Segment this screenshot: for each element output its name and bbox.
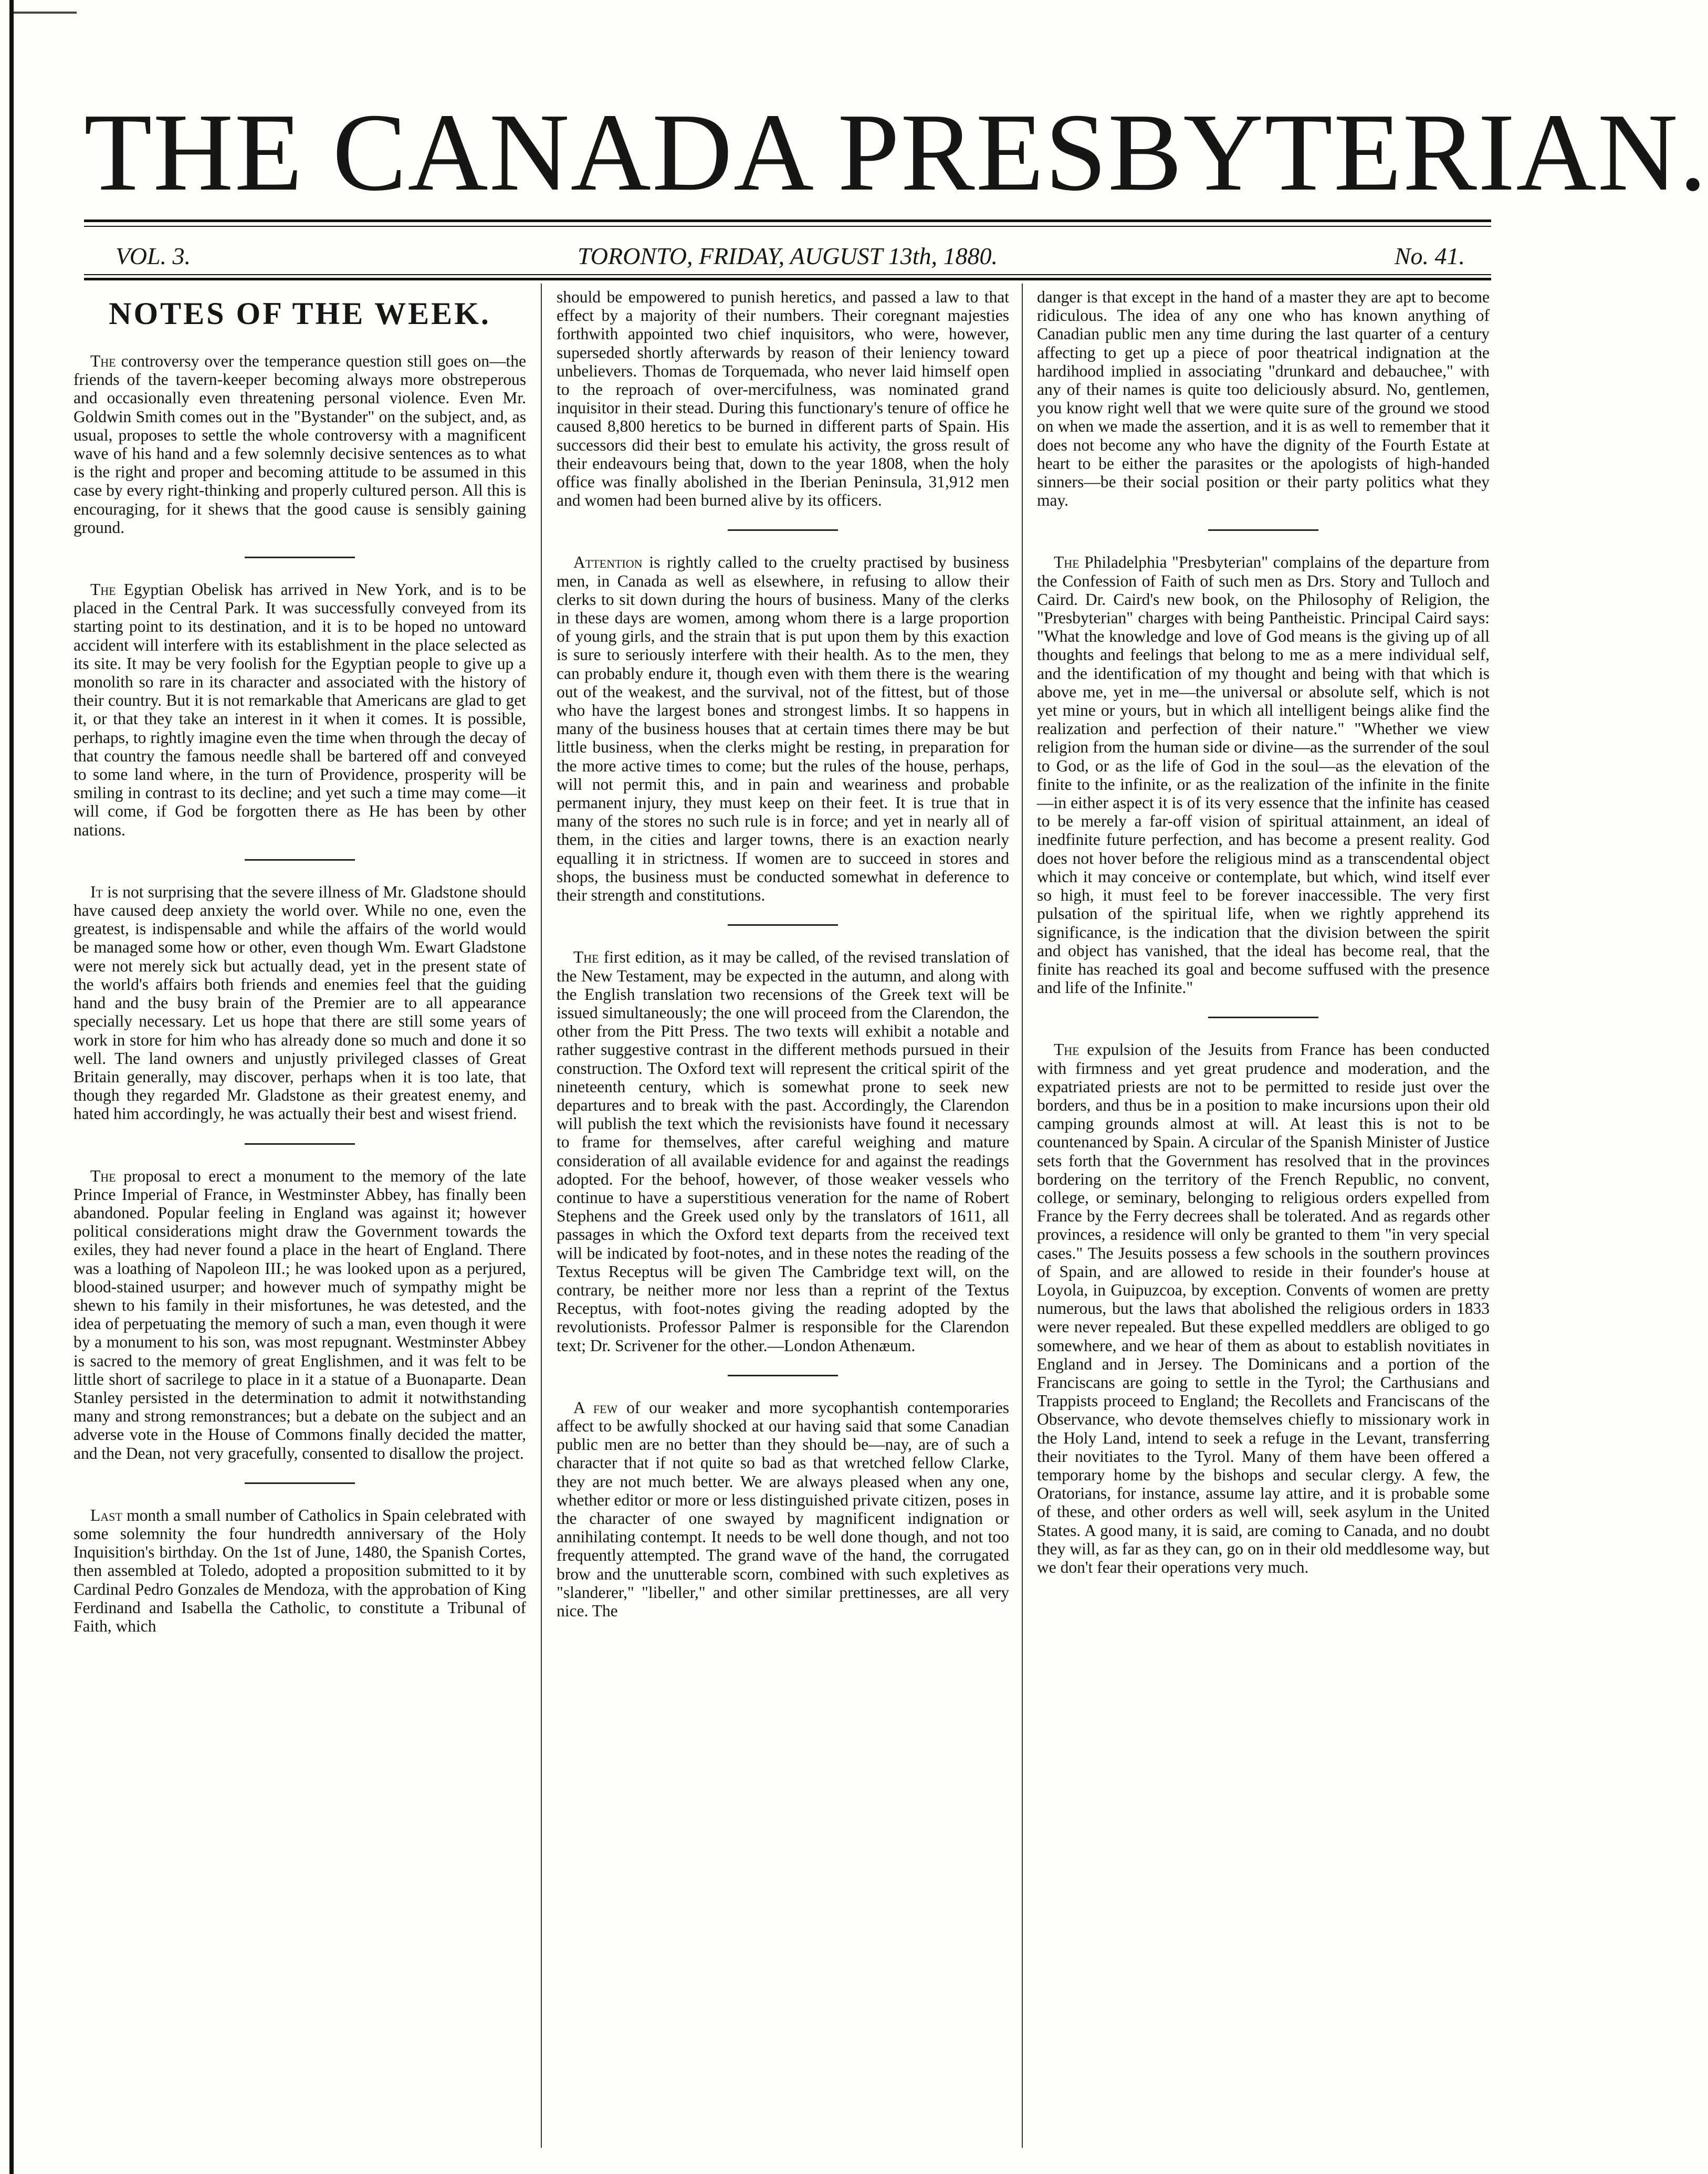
- article-text: expulsion of the Jesuits from France has been conducted with firmness and yet great prudence and moderation, and the expatriated priests are not to be permitted to reside just over the borders, and thus be in a position to make incursions upon their old camping grounds almost at will. At least this is not to be countenanced by Spain. A circular of the Spanish Minister of Justice sets forth that the Government has resolved that in the provinces bordering on the territory of the French Republic, no convent, college, or seminary, belonging to religious orders expelled from France by the Ferry decrees shall be tolerated. And as regards other provinces, a residence will only be granted to them "in very special cases." The Jesuits possess a few schools in the southern provinces of Spain, and are allowed to reside in their founder's house at Loyola, in Guipuzcoa, by exception. Convents of women are pretty numerous, but the laws that abolished the religious orders in 1833 were never repealed. But these expelled meddlers are obliged to go somewhere, and we hear of them as about to establish novitiates in England and in Jersey. The Dominicans and a portion of the Franciscans are going to settle in the Tyrol; the Carthusians and Trappists proceed to England; the Recollets and Franciscans of the Observance, who devote themselves chiefly to missionary work in the Holy Land, intend to seek a refuge in the Levant, transferring their novitiates to the Tyrol. Many of them have been offered a temporary home by the bishops and secular clergy. A few, the Oratorians, for instance, assume lay attire, and it is probable some of these, and other orders as well will, seek asylum in the United States. A good many, it is said, are coming to Canada, and no doubt they will, as far as they can, go on in their old meddlesome way, but we don't fear their operations very much.: [1037, 1040, 1490, 1576]
- article-paragraph: [1037, 553, 1490, 997]
- article-separator: [728, 1375, 838, 1376]
- dateline-rule-thick: [84, 278, 1491, 280]
- article-text: Egyptian Obelisk has arrived in New York, and is to be placed in the Central Park. It was successfully conveyed from its starting point to its destination, and it is to be hoped no untoward accident will interfere with its establishment in the place selected as its site. It may be very foolish for the Egyptian people to give up a monolith so rare in its character and associated with the history of their country. But it is not remarkable that Americans are glad to get it, or that they take an interest in it when it comes. It is possible, perhaps, to rightly imagine even the time when through the decay of that country the famous needle shall be bartered off and conveyed to some land where, in the turn of Providence, prosperity will be smiling in contrast to its decline; and yet such a time may come—it will come, if God be forgotten there as He has been by other nations.: [74, 580, 526, 839]
- article-lead: It: [90, 882, 103, 901]
- masthead-title: THE CANADA PRESBYTERIAN.: [84, 90, 1708, 214]
- column-2: [557, 288, 1009, 2147]
- article-separator: [245, 557, 355, 558]
- article-text: first edition, as it may be called, of the revised translation of the New Testament, may be expected in the autumn, and along with the English translation two recensions of the Greek text will be issued simultaneously; the one will proceed from the Clarendon, the other from the Pitt Press. The two texts will exhibit a notable and rather suggestive contrast in the different methods pursued in their construction. The Oxford text will represent the critical spirit of the nineteenth century, which is somewhat prone to seek new departures and to break with the past. Accordingly, the Clarendon will publish the text which the revisionists have found it necessary to frame for themselves, after careful weighing and mature consideration of all available evidence for and against the readings adopted. For the behoof, however, of those weaker vessels who continue to have a superstitious veneration for the name of Robert Stephens and the Greek used only by the translators of 1611, all passages in which the Oxford text departs from the received text will be indicated by foot-notes, and in these notes the reading of the Textus Receptus will be given The Cambridge text will, on the contrary, be neither more nor less than a reprint of the Textus Receptus, with foot-notes giving the reading adopted by the revolutionists. Professor Palmer is responsible for the Clarendon text; Dr. Scrivener for the other.—London Athenæum.: [557, 948, 1009, 1355]
- page-spine-edge: [9, 0, 14, 2174]
- article-separator: [1208, 529, 1318, 531]
- article-paragraph: [74, 352, 526, 537]
- article-paragraph: [74, 1506, 526, 1635]
- article-text: month a small number of Catholics in Spain celebrated with some solemnity the four hundredth anniversary of the Holy Inquisition's birthday. On the 1st of June, 1480, the Spanish Cortes, then assembled at Toledo, adopted a proposition submitted to it by Cardinal Pedro Gonzales de Mendoza, with the approbation of King Ferdinand and Isabella the Catholic, to constitute a Tribunal of Faith, which: [74, 1506, 526, 1635]
- article-text: is rightly called to the cruelty practised by business men, in Canada as well as elsewhere, in refusing to allow their clerks to sit down during the hours of business. Many of the clerks in these days are women, among whom there is a large proportion of young girls, and the strain that is put upon them by this exaction is sure to seriously interfere with their health. As to the men, they can probably endure it, though even with them there is the wearing out of the weakest, and the survival, not of the fittest, but of those who have the largest bones and strongest limbs. It so happens in many of the business houses that at certain times there may be but little business, when the clerks might be resting, in preparation for the more active times to come; but the rules of the house, perhaps, will not permit this, and in pain and weariness and probable permanent injury, they must keep on their feet. It is true that in many of the stores no such rule is in force; and yet in nearly all of them, in the cities and larger towns, there is an exaction nearly equalling it in strictness. If women are to succeed in stores and shops, the business must be conducted somewhat in deference to their strength and constitutions.: [557, 553, 1009, 905]
- article-lead: The: [90, 580, 116, 599]
- dateline: [116, 241, 1465, 272]
- article-separator: [1208, 1017, 1318, 1018]
- article-separator: [245, 1143, 355, 1145]
- article-text: proposal to erect a monument to the memory of the late Prince Imperial of France, in Westminster Abbey, has finally been abandoned. Popular feeling in England was against it; however political considerations might draw the Government towards the exiles, they had never found a place in the heart of England. There was a loathing of Napoleon III.; he was looked upon as a perjured, blood-stained usurper; and however much of sympathy might be shewn to his family in their misfortunes, he was detested, and the idea of perpetuating the memory of such a man, even though it were by a monument to his son, was most repugnant. Westminster Abbey is sacred to the memory of great Englishmen, and it was felt to be little short of sacrilege to place in it a statue of a Buonaparte. Dean Stanley persisted in the determination to admit it notwithstanding many and strong remonstrances; but a debate on the subject and an adverse vote in the House of Commons finally decided the matter, and the Dean, not very gracefully, consented to disallow the project.: [74, 1166, 526, 1462]
- column-1: [74, 288, 526, 2147]
- article-lead: Last: [90, 1506, 122, 1524]
- masthead-rule-top: [84, 220, 1491, 222]
- article-lead: The: [1054, 1040, 1080, 1059]
- issue-date: TORONTO, FRIDAY, AUGUST 13th, 1880.: [578, 243, 998, 269]
- article-continuation: should be empowered to punish heretics, and passed a law to that effect by a majority of their numbers. Their coregnant majesties forthwith appointed two chief inquisitors, who were, however, superseded shortly afterwards by reason of their leniency toward unbelievers. Thomas de Torquemada, who never laid himself open to the reproach of over-mercifulness, was nominated grand inquisitor in their stead. During this functionary's tenure of office he caused 8,800 heretics to be burned in different parts of Spain. His successors did their best to emulate his activity, the gross result of their endeavours being that, down to the year 1808, when the holy office was finally abolished in the Iberian Peninsula, 31,912 men and women had been burned alive by its officers.: [557, 288, 1009, 510]
- article-lead: The: [90, 1166, 116, 1185]
- volume-number: VOL. 3.: [116, 243, 191, 269]
- article-lead: The: [573, 948, 599, 967]
- article-separator: [728, 924, 838, 926]
- article-paragraph: [74, 580, 526, 839]
- article-separator: [245, 1482, 355, 1484]
- article-text: controversy over the temperance question still goes on—the friends of the tavern-keeper becoming always more obstreperous and occasionally even threatening personal violence. Even Mr. Goldwin Smith comes out in the "Bystander" on the subject, and, as usual, proposes to settle the whole controversy with a magnificent wave of his hand and a few solemnly decisive sentences as to what is the right and proper and becoming attitude to be assumed in this case by every right-thinking and properly cultured person. All this is encouraging, for it shews that the good cause is sensibly gaining ground.: [74, 352, 526, 537]
- article-text: of our weaker and more sycophantish contemporaries affect to be awfully shocked at our having said that some Canadian public men are no better than they should be—nay, are of such a character that if not quite so bad as that wretched fellow Clarke, they are not much better. We are always pleased when any one, whether editor or more or less distinguished private citizen, poses in the character of one swayed by magnificent indignation or annihilating contempt. It needs to be well done though, and not too frequently attempted. The grand wave of the hand, the corrugated brow and the unutterable scorn, combined with such expletives as "slanderer," "libeller," and other similar prettinesses, are all very nice. The: [557, 1398, 1009, 1620]
- column-divider-2: [1022, 284, 1023, 2148]
- column-divider-1: [541, 284, 542, 2148]
- issue-number: No. 41.: [1394, 243, 1465, 269]
- article-lead: The: [1054, 553, 1080, 572]
- article-paragraph: [1037, 1040, 1490, 1576]
- article-separator: [245, 859, 355, 861]
- article-lead: A few: [573, 1398, 618, 1417]
- article-paragraph: [74, 883, 526, 1123]
- dateline-rule-thin: [84, 274, 1491, 275]
- section-heading: NOTES OF THE WEEK.: [109, 296, 491, 331]
- article-separator: [728, 529, 838, 531]
- article-paragraph: [557, 1398, 1009, 1620]
- article-paragraph: [557, 553, 1009, 904]
- article-text: Philadelphia "Presbyterian" complains of the departure from the Confession of Faith of such men as Drs. Story and Tulloch and Caird. Dr. Caird's new book, on the Philosophy of Religion, the "Presbyterian" charges with being Pantheistic. Principal Caird says: "What the knowledge and love of God means is the giving up of all thoughts and feelings that belong to me as a mere individual self, and the identification of my thought and being with that which is above me, yet in me—the universal or absolute self, which is not yet mine or yours, but in which all intelligent beings alike find the realization and perfection of their nature." "Whether we view religion from the human side or divine—as the surrender of the soul to God, or as the life of God in the soul—as the elevation of the finite to the infinite, or as the realization of the infinite in the finite—in either aspect it is of its very essence that the infinite has ceased to be merely a far-off vision of spiritual attainment, an ideal of inedfinite future perfection, and has become a present reality. God does not hover before the religious mind as a transcendental object which it may conceive or contemplate, but which, wind itself ever so high, it must feel to be forever inaccessible. The very first pulsation of the spiritual life, when we rightly apprehend its significance, is the indication that the division between the spirit and object has vanished, that the ideal has become real, that the finite has reached its goal and become suffused with the presence and life of the Infinite.": [1037, 553, 1490, 997]
- article-text: is not surprising that the severe illness of Mr. Gladstone should have caused deep anxiety the world over. While no one, even the greatest, is indispensable and while the affairs of the world would be managed some how or other, even though Wm. Ewart Gladstone were not merely sick but actually dead, yet in the present state of the world's affairs both friends and enemies feel that the guiding hand and the busy brain of the Premier are to all appearance specially necessary. Let us hope that there are still some years of work in store for him who has already done so much and done it so well. The land owners and unjustly privileged classes of Great Britain generally, may discover, perhaps when it is too late, that though they regarded Mr. Gladstone as their greatest enemy, and hated him accordingly, he was actually their best and wisest friend.: [74, 882, 526, 1123]
- article-lead: The: [90, 352, 116, 370]
- article-lead: Attention: [573, 553, 643, 572]
- article-paragraph: [74, 1167, 526, 1462]
- masthead-rule-top-thin: [84, 226, 1491, 227]
- page-corner-mark: [14, 12, 77, 14]
- article-paragraph: [557, 948, 1009, 1354]
- column-3: [1037, 288, 1490, 2147]
- article-continuation: danger is that except in the hand of a master they are apt to become ridiculous. The idea of any one who has known anything of Canadian public men any time during the last quarter of a century affecting to get up a piece of poor theatrical indignation at the hardihood implied in associating "drunkard and debauchee," with any of their names is quite too deliciously absurd. No, gentlemen, you know right well that we were quite sure of the ground we stood on when we made the assertion, and it is as well to remember that it does not become any who have the dignity of the Fourth Estate at heart to be either the parasites or the apologists of high-handed sinners—be their social position or their party politics what they may.: [1037, 288, 1490, 510]
